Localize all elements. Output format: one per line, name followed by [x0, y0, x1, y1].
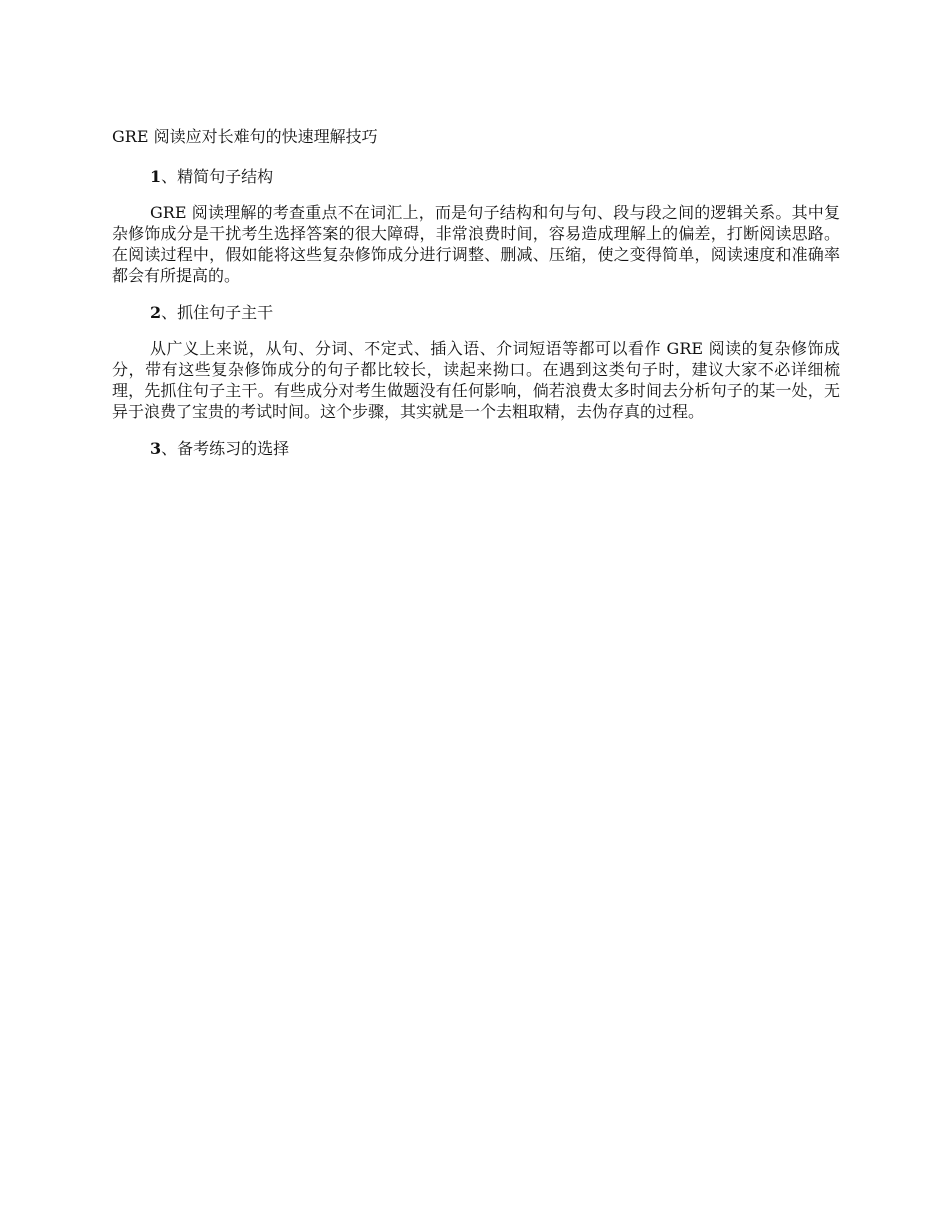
section-heading-2 [112, 302, 840, 324]
section-heading-text: 、备考练习的选择 [161, 439, 290, 458]
section-paragraph-2: 从广义上来说，从句、分词、不定式、插入语、介词短语等都可以看作 GRE 阅读的复杂修饰成分，带有这些复杂修饰成分的句子都比较长，读起来拗口。在遇到这类句子时，建议大家不必详细梳理，先抓住句子主干。有些成分对考生做题没有任何影响，倘若浪费太多时间去分析句子的某一处，无异于浪费了宝贵的考试时间。这个步骤，其实就是一个去粗取精，去伪存真的过程。 [112, 339, 840, 421]
section-heading-3 [112, 438, 840, 460]
section-number: 1 [150, 167, 162, 186]
section-number: 2 [150, 303, 162, 322]
section-heading-text: 、抓住句子主干 [161, 303, 274, 322]
section-heading-text: 、精简句子结构 [161, 167, 274, 186]
section-heading-1 [112, 166, 840, 188]
section-paragraph-1: GRE 阅读理解的考查重点不在词汇上，而是句子结构和句与句、段与段之间的逻辑关系。其中复杂修饰成分是干扰考生选择答案的很大障碍，非常浪费时间，容易造成理解上的偏差，打断阅读思路。在阅读过程中，假如能将这些复杂修饰成分进行调整、删减、压缩，使之变得简单，阅读速度和准确率都会有所提高的。 [112, 203, 840, 285]
document-page [112, 126, 840, 474]
section-number: 3 [150, 439, 162, 458]
document-title: GRE 阅读应对长难句的快速理解技巧 [112, 127, 378, 146]
